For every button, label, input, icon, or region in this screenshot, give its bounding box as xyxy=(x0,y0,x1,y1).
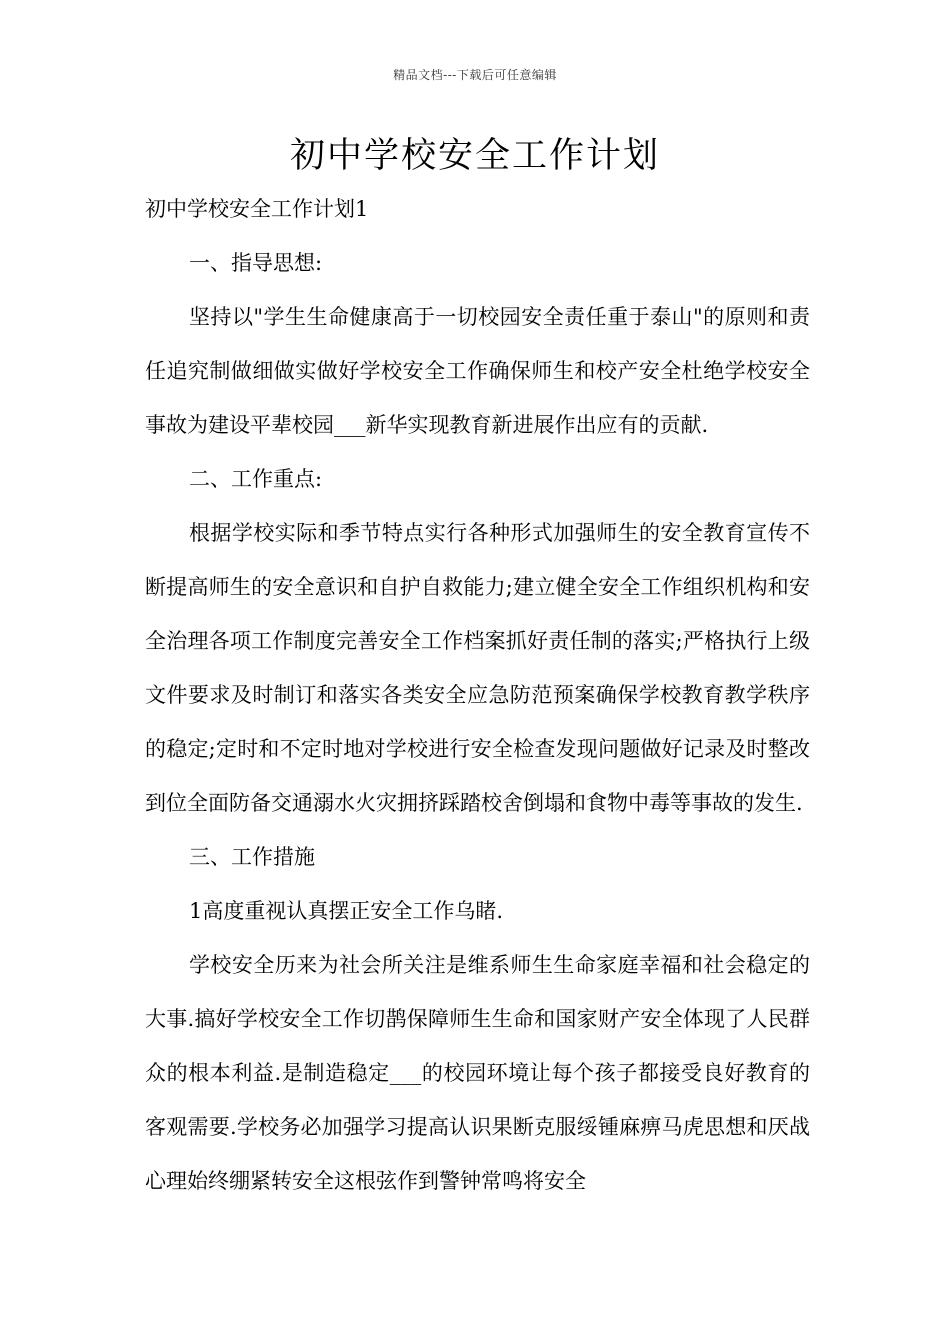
section-heading-guiding-ideology: 一、指导思想: xyxy=(189,251,323,275)
paragraph-guiding-ideology: 坚持以"学生生命健康高于一切校园安全责任重于泰山"的原则和责任追究制做细做实做好学校安全工作确保师生和校产安全杜绝学校安全事故为建设平辈校园___新华实现教育新进展作出应有的贡献. xyxy=(145,305,810,437)
subheading-measure-1: 1高度重视认真摆正安全工作乌睹. xyxy=(189,899,504,923)
paragraph-work-focus: 根据学校实际和季节特点实行各种形式加强师生的安全教育宣传不断提高师生的安全意识和自护自救能力;建立健全安全工作组织机构和安全治理各项工作制度完善安全工作档案抓好责任制的落实;严格执行上级文件要求及时制订和落实各类安全应急防范预案确保学校教育教学秩序的稳定;定时和不定时地对学校进行安全检查发现问题做好记录及时整改到位全面防备交通溺水火灾拥挤踩踏校舍倒塌和食物中毒等事故的发生. xyxy=(145,521,810,815)
paragraph-subtitle: 初中学校安全工作计划1 xyxy=(145,197,369,221)
document-body xyxy=(145,182,810,1208)
document-title: 初中学校安全工作计划 xyxy=(289,136,660,176)
paragraph-measure-1: 学校安全历来为社会所关注是维系师生生命家庭幸福和社会稳定的大事.搞好学校安全工作切鹊保障师生生命和国家财产安全体现了人民群众的根本利益.是制造稳定___的校园环境让每个孩子都接受良好教育的客观需要.学校务必加强学习提高认识果断克服绥锺麻痹马虎思想和厌战心理始终绷紧转安全这根弦作到警钟常鸣将安全 xyxy=(145,953,810,1193)
section-heading-work-measures: 三、工作措施 xyxy=(189,845,315,869)
section-heading-work-focus: 二、工作重点: xyxy=(189,467,323,491)
header-note: 精品文档---下载后可任意编辑 xyxy=(393,68,557,82)
